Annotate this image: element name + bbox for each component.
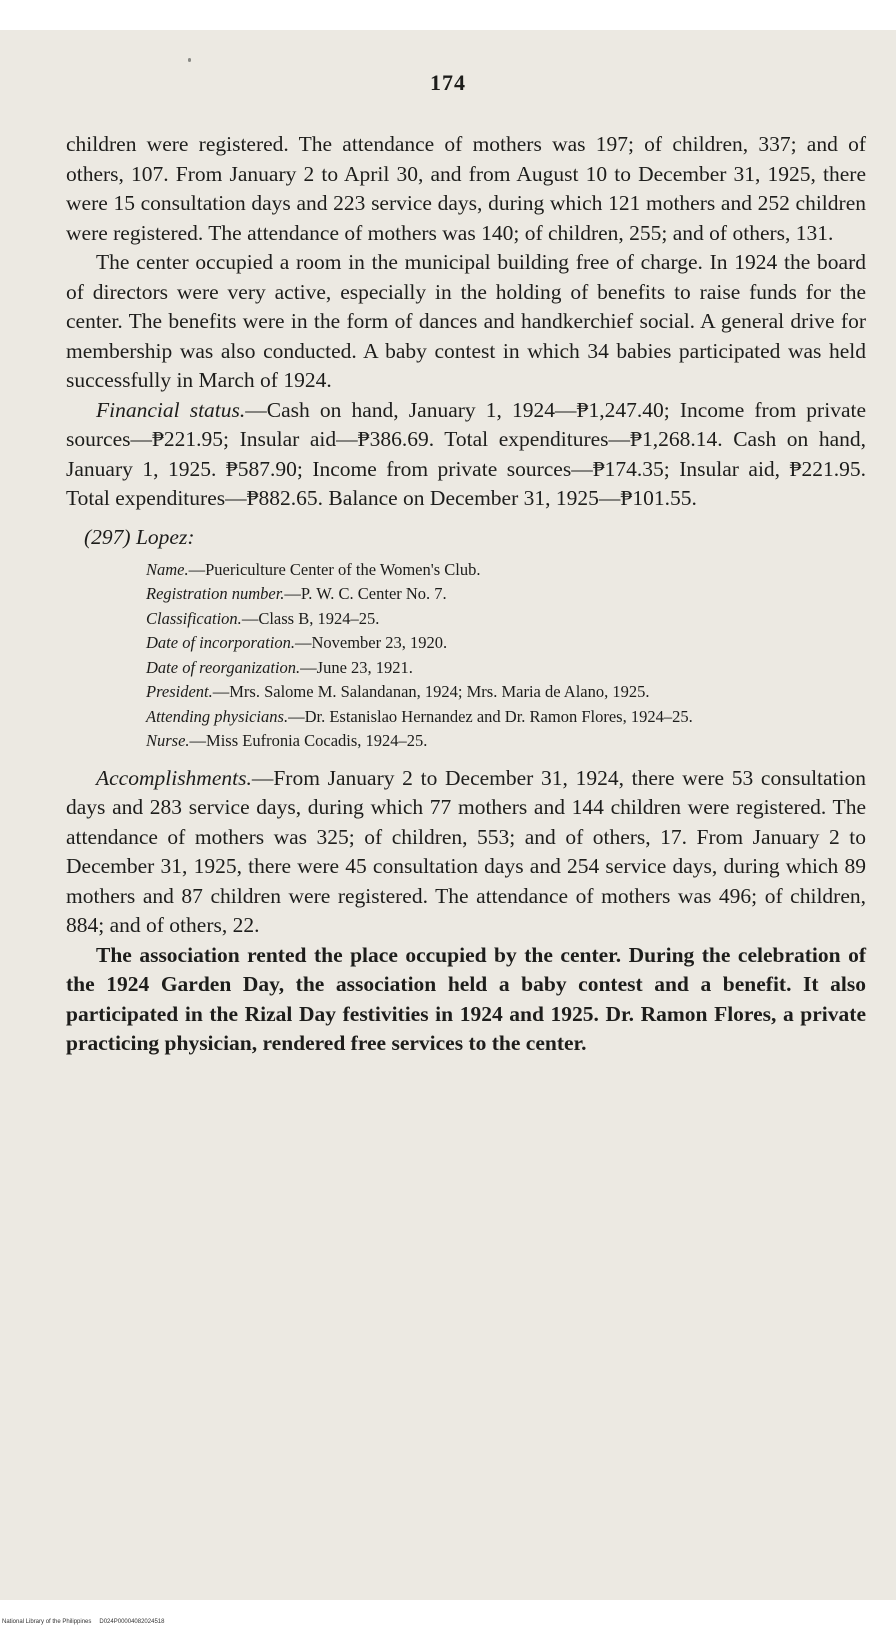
detail-nurse [146,729,866,754]
entry-place: Lopez: [135,524,195,549]
detail-registration [146,582,866,607]
footer-library: National Library of the Philippines [2,1619,92,1625]
footer-code: D024P00004082024518 [99,1619,165,1625]
detail-value: —Miss Eufronia Cocadis, 1924–25. [189,731,428,750]
detail-label: Registration number. [146,584,285,603]
paragraph-center-room: The center occupied a room in the municipal building free of charge. In 1924 the board of directors were very active, especially in the holding of benefits to raise funds for the center. The benefits were in the form of dances and handkerchief social. A general drive for membership was also conducted. A baby contest in which 34 babies participated was held successfully in March of 1924. [66,250,866,392]
detail-incorporation [146,631,866,656]
detail-value: —June 23, 1921. [300,657,413,677]
paragraph-accomplishments [66,764,866,941]
financial-status-text: —Cash on hand, January 1, 1924—₱1,247.40; Income from private sources—₱221.95; Insular aid—₱386.69. Total expenditures—₱1,268.14. Cash on hand, January 1, 1925. ₱587.90; Income from private sources—₱174.35; Insular aid, ₱221.95. Total expenditures—₱882.65. Balance on December 31, 1925—₱101.55. [66,397,867,510]
scan-footer [2,1619,172,1625]
detail-label: Name. [146,559,189,579]
detail-name [146,558,866,583]
entry-details [146,558,866,754]
paragraph-association: The association rented the place occupied by the center. During the celebration of the 1924 Garden Day, the association held a baby contest and a benefit. It also participated in the Rizal Day festivities in 1924 and 1925. Dr. Ramon Flores, a private practicing physician, rendered free services to the center. [66,942,866,1055]
detail-president [146,680,866,705]
detail-reorganization [146,656,866,681]
page-number: 174 [430,70,466,95]
detail-label: Classification. [146,608,242,628]
entry-heading [66,522,866,552]
page-body [66,130,866,1059]
detail-label: Nurse. [146,731,190,750]
financial-status-label: Financial status. [96,397,246,422]
detail-value: —P. W. C. Center No. 7. [284,584,447,603]
detail-physicians [146,705,866,730]
paragraph-continued: children were registered. The attendance of mothers was 197; of children, 337; and of others, 107. From January 2 to April 30, and from August 10 to December 31, 1925, there were 15 consultation days and 223 service days, during which 121 mothers and 252 children were registered. The attendance of mothers was 140; of children, 255; and of others, 131. [66,132,866,245]
accomplishments-text: —From January 2 to December 31, 1924, there were 53 consultation days and 283 service days, during which 77 mothers and 144 children were registered. The attendance of mothers was 325; of children, 553; and of others, 17. From January 2 to December 31, 1925, there were 45 consultation days and 254 service days, during which 89 mothers and 87 children were registered. The attendance of mothers was 496; of children, 884; and of others, 22. [66,765,866,937]
entry-number: (297) [84,524,131,549]
detail-value: —November 23, 1920. [294,633,448,652]
accomplishments-label: Accomplishments. [96,765,252,790]
detail-value: —Dr. Estanislao Hernandez and Dr. Ramon Flores, 1924–25. [288,706,693,726]
document-page [0,30,896,1600]
detail-value: —Puericulture Center of the Women's Club. [188,559,481,579]
paragraph-financial-status [66,396,866,514]
detail-value: —Class B, 1924–25. [241,608,380,628]
detail-label: Date of incorporation. [146,633,295,652]
scan-speck [188,58,191,62]
detail-label: Date of reorganization. [146,657,301,677]
detail-label: Attending physicians. [146,706,289,726]
detail-classification [146,607,866,632]
detail-value: —Mrs. Salome M. Salandanan, 1924; Mrs. Maria de Alano, 1925. [212,682,650,701]
detail-label: President. [146,682,213,701]
